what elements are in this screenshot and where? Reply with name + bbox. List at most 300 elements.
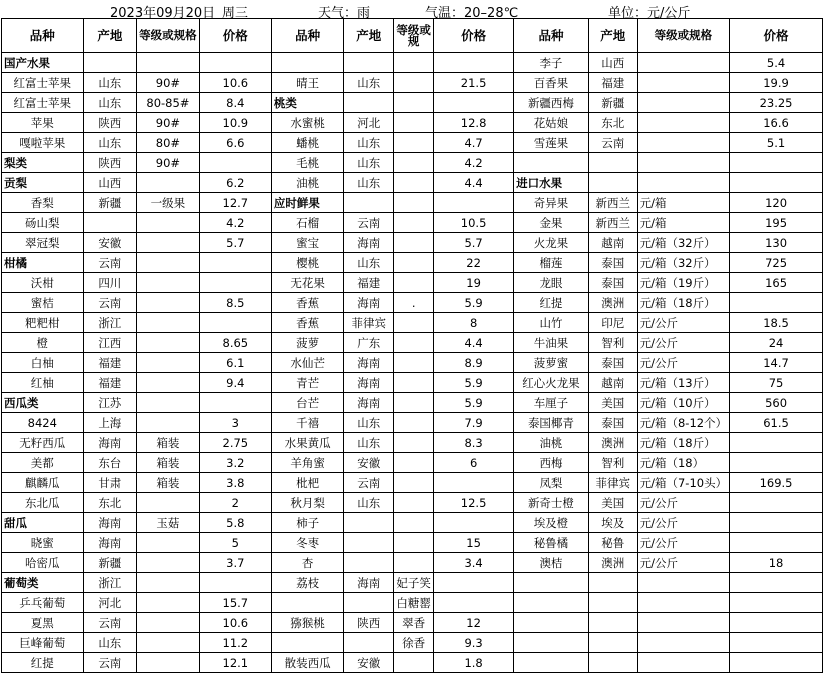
table-cell: 香梨 <box>2 193 84 213</box>
table-cell: 山东 <box>344 173 394 193</box>
table-cell: 妃子笑 <box>394 573 434 593</box>
table-cell <box>137 313 200 333</box>
table-cell: 雪莲果 <box>514 133 589 153</box>
table-cell <box>137 393 200 413</box>
table-cell <box>394 493 434 513</box>
table-cell <box>137 53 200 73</box>
table-cell: 61.5 <box>730 413 823 433</box>
table-cell: 75 <box>730 373 823 393</box>
table-cell: 4.4 <box>434 333 514 353</box>
table-cell <box>588 173 637 193</box>
table-cell: 海南 <box>344 373 394 393</box>
table-cell: 葡萄类 <box>2 573 84 593</box>
table-cell <box>514 153 589 173</box>
table-cell: 7.9 <box>434 413 514 433</box>
table-cell: 元/箱 <box>637 213 729 233</box>
table-cell: 4.2 <box>434 153 514 173</box>
table-row <box>2 613 823 633</box>
table-cell: 印尼 <box>588 313 637 333</box>
table-cell: 菲律宾 <box>588 473 637 493</box>
table-cell <box>730 593 823 613</box>
table-cell: 美都 <box>2 453 84 473</box>
table-cell: 90# <box>137 113 200 133</box>
table-cell: 台芒 <box>271 393 344 413</box>
temperature-text: 气温：20–28℃ <box>425 6 519 21</box>
table-cell: 元/箱（8-12个） <box>637 413 729 433</box>
table-cell: 元/公斤 <box>637 353 729 373</box>
table-cell: 5.9 <box>434 293 514 313</box>
table-cell <box>394 653 434 673</box>
table-cell: 越南 <box>588 373 637 393</box>
table-cell <box>394 273 434 293</box>
table-cell: 2.75 <box>199 433 271 453</box>
table-cell: 12 <box>434 613 514 633</box>
table-cell: 东北 <box>83 493 136 513</box>
table-cell: 西瓜类 <box>2 393 84 413</box>
sheet-header <box>0 0 823 21</box>
table-cell <box>730 613 823 633</box>
column-header: 产地 <box>588 19 637 53</box>
table-cell: 元/箱（18） <box>637 453 729 473</box>
table-cell: 红柚 <box>2 373 84 393</box>
table-cell: 安徽 <box>344 453 394 473</box>
table-cell: 元/公斤 <box>637 553 729 573</box>
table-cell: 元/箱 <box>637 193 729 213</box>
table-cell: 泰国椰青 <box>514 413 589 433</box>
table-cell: 越南 <box>588 233 637 253</box>
table-cell: 8424 <box>2 413 84 433</box>
table-cell: 130 <box>730 233 823 253</box>
table-cell <box>394 533 434 553</box>
table-cell: 山东 <box>344 73 394 93</box>
table-cell: 山竹 <box>514 313 589 333</box>
table-cell <box>137 573 200 593</box>
table-cell <box>637 573 729 593</box>
table-cell: 12.1 <box>199 653 271 673</box>
table-cell <box>394 233 434 253</box>
table-cell: 120 <box>730 193 823 213</box>
table-cell: 荔枝 <box>271 573 344 593</box>
table-cell: 橙 <box>2 333 84 353</box>
table-cell: 智利 <box>588 333 637 353</box>
table-cell: 10.5 <box>434 213 514 233</box>
table-cell: 青芒 <box>271 373 344 393</box>
table-cell: 水仙芒 <box>271 353 344 373</box>
table-cell: 石榴 <box>271 213 344 233</box>
table-cell: 10.6 <box>199 613 271 633</box>
table-cell: 90# <box>137 153 200 173</box>
table-cell <box>137 333 200 353</box>
table-cell <box>137 213 200 233</box>
table-cell: 19.9 <box>730 73 823 93</box>
table-cell: 元/公斤 <box>637 333 729 353</box>
table-row <box>2 653 823 673</box>
table-cell: 元/箱（19斤） <box>637 273 729 293</box>
table-cell: 龙眼 <box>514 273 589 293</box>
column-header: 品种 <box>514 19 589 53</box>
table-cell <box>637 73 729 93</box>
table-cell: 新疆 <box>83 193 136 213</box>
table-cell: 18.5 <box>730 313 823 333</box>
table-cell: 翠冠梨 <box>2 233 84 253</box>
table-row <box>2 73 823 93</box>
table-cell <box>637 613 729 633</box>
table-cell: 5.7 <box>434 233 514 253</box>
table-cell: 12.7 <box>199 193 271 213</box>
table-cell: 猕猴桃 <box>271 613 344 633</box>
table-cell <box>514 633 589 653</box>
table-cell: 10.9 <box>199 113 271 133</box>
date-text: 2023年09月20日 <box>110 6 216 21</box>
table-cell: 泰国 <box>588 413 637 433</box>
table-cell <box>344 533 394 553</box>
table-cell: 新疆西梅 <box>514 93 589 113</box>
table-cell: 山东 <box>83 73 136 93</box>
table-cell <box>394 53 434 73</box>
table-cell: 4.7 <box>434 133 514 153</box>
table-cell <box>434 193 514 213</box>
table-cell: 元/公斤 <box>637 513 729 533</box>
table-cell: 元/箱（18斤） <box>637 433 729 453</box>
table-cell: 翠香 <box>394 613 434 633</box>
table-row <box>2 593 823 613</box>
table-cell: 海南 <box>344 393 394 413</box>
table-cell: 西梅 <box>514 453 589 473</box>
table-cell <box>730 513 823 533</box>
table-cell <box>394 193 434 213</box>
table-cell: 砀山梨 <box>2 213 84 233</box>
table-cell <box>83 213 136 233</box>
table-cell <box>730 633 823 653</box>
table-row <box>2 133 823 153</box>
table-cell: 海南 <box>344 233 394 253</box>
table-cell: 山东 <box>83 133 136 153</box>
table-cell: 3.7 <box>199 553 271 573</box>
table-row <box>2 493 823 513</box>
weekday-text: 周三 <box>222 6 249 21</box>
table-cell: 6.1 <box>199 353 271 373</box>
table-row <box>2 373 823 393</box>
table-cell <box>199 573 271 593</box>
header-row <box>2 19 823 53</box>
table-cell: 玉菇 <box>137 513 200 533</box>
table-cell: 箱装 <box>137 473 200 493</box>
table-cell <box>137 253 200 273</box>
table-cell: 8.3 <box>434 433 514 453</box>
table-cell: 秋月梨 <box>271 493 344 513</box>
table-cell <box>730 533 823 553</box>
table-cell: 一级果 <box>137 193 200 213</box>
table-cell: 油桃 <box>271 173 344 193</box>
table-cell: 安徽 <box>83 233 136 253</box>
table-cell <box>637 153 729 173</box>
table-row <box>2 453 823 473</box>
table-cell <box>514 653 589 673</box>
table-cell: 云南 <box>83 253 136 273</box>
table-cell: 195 <box>730 213 823 233</box>
table-cell <box>394 553 434 573</box>
table-cell: 80# <box>137 133 200 153</box>
table-cell <box>730 293 823 313</box>
column-header: 产地 <box>83 19 136 53</box>
table-cell <box>394 373 434 393</box>
table-cell <box>637 633 729 653</box>
table-cell: 羊角蜜 <box>271 453 344 473</box>
table-cell: 夏黑 <box>2 613 84 633</box>
table-cell: 9.4 <box>199 373 271 393</box>
table-cell <box>637 53 729 73</box>
table-cell <box>588 653 637 673</box>
table-cell: 山东 <box>344 433 394 453</box>
table-row <box>2 513 823 533</box>
table-cell: 毛桃 <box>271 153 344 173</box>
table-cell: 牛油果 <box>514 333 589 353</box>
table-cell: 9.3 <box>434 633 514 653</box>
table-cell <box>514 593 589 613</box>
table-cell: 晴王 <box>271 73 344 93</box>
table-cell <box>637 93 729 113</box>
table-cell: 3.4 <box>434 553 514 573</box>
table-cell: 725 <box>730 253 823 273</box>
table-cell: 桃类 <box>271 93 344 113</box>
table-row <box>2 293 823 313</box>
table-cell: 浙江 <box>83 313 136 333</box>
table-cell: 元/箱（10斤） <box>637 393 729 413</box>
table-cell: 19 <box>434 273 514 293</box>
table-cell <box>137 593 200 613</box>
table-cell: 山东 <box>83 93 136 113</box>
table-cell: 陕西 <box>344 613 394 633</box>
table-cell: 应时鲜果 <box>271 193 344 213</box>
table-row <box>2 233 823 253</box>
table-cell: 散装西瓜 <box>271 653 344 673</box>
table-cell: 山西 <box>588 53 637 73</box>
table-cell: 5 <box>199 533 271 553</box>
table-cell: 5.7 <box>199 233 271 253</box>
table-cell: 陕西 <box>83 113 136 133</box>
table-cell: 花姑娘 <box>514 113 589 133</box>
table-cell <box>394 93 434 113</box>
table-row <box>2 93 823 113</box>
table-cell <box>271 593 344 613</box>
table-cell: 柑橘 <box>2 253 84 273</box>
table-row <box>2 193 823 213</box>
table-cell: 红富士苹果 <box>2 93 84 113</box>
table-cell: 国产水果 <box>2 53 84 73</box>
table-cell: 杏 <box>271 553 344 573</box>
table-cell <box>637 113 729 133</box>
table-cell <box>730 173 823 193</box>
table-row <box>2 393 823 413</box>
table-cell: 巨峰葡萄 <box>2 633 84 653</box>
table-row <box>2 433 823 453</box>
table-cell: 上海 <box>83 413 136 433</box>
table-cell <box>344 93 394 113</box>
table-cell: 金果 <box>514 213 589 233</box>
table-cell: 无籽西瓜 <box>2 433 84 453</box>
table-cell: 榴莲 <box>514 253 589 273</box>
table-cell: 河北 <box>344 113 394 133</box>
table-cell <box>137 373 200 393</box>
table-cell <box>83 53 136 73</box>
table-cell <box>344 593 394 613</box>
table-cell: 白柚 <box>2 353 84 373</box>
table-cell <box>137 273 200 293</box>
table-cell: 油桃 <box>514 433 589 453</box>
table-cell: 秘鲁 <box>588 533 637 553</box>
table-cell: 云南 <box>83 653 136 673</box>
table-cell: 新西兰 <box>588 213 637 233</box>
table-cell: 樱桃 <box>271 253 344 273</box>
table-cell <box>394 153 434 173</box>
table-cell: 8.5 <box>199 293 271 313</box>
table-cell: 云南 <box>344 473 394 493</box>
table-cell <box>588 573 637 593</box>
table-cell: 晓蜜 <box>2 533 84 553</box>
table-cell: 红心火龙果 <box>514 373 589 393</box>
table-cell: 海南 <box>344 293 394 313</box>
table-cell: 10.6 <box>199 73 271 93</box>
table-cell <box>730 433 823 453</box>
table-cell <box>271 53 344 73</box>
table-cell: 80-85# <box>137 93 200 113</box>
table-cell: 红提 <box>2 653 84 673</box>
table-cell: 福建 <box>83 353 136 373</box>
table-cell: 澳洲 <box>588 553 637 573</box>
table-cell: 165 <box>730 273 823 293</box>
column-header: 等级或规 <box>394 19 434 53</box>
table-cell: 嘎啦苹果 <box>2 133 84 153</box>
table-cell: 四川 <box>83 273 136 293</box>
table-row <box>2 213 823 233</box>
table-cell: 8 <box>434 313 514 333</box>
table-cell: 山东 <box>344 253 394 273</box>
table-cell: 美国 <box>588 493 637 513</box>
table-cell: 90# <box>137 73 200 93</box>
table-cell: 江西 <box>83 333 136 353</box>
table-cell <box>344 553 394 573</box>
table-cell <box>434 93 514 113</box>
table-cell: 16.6 <box>730 113 823 133</box>
table-cell: 箱装 <box>137 453 200 473</box>
table-row <box>2 153 823 173</box>
table-cell: 东北 <box>588 113 637 133</box>
table-cell <box>434 593 514 613</box>
table-cell: 红提 <box>514 293 589 313</box>
table-cell <box>730 653 823 673</box>
table-cell: 15 <box>434 533 514 553</box>
table-cell: 元/箱（18斤） <box>637 293 729 313</box>
column-header: 产地 <box>344 19 394 53</box>
table-cell <box>394 253 434 273</box>
table-cell: 泰国 <box>588 253 637 273</box>
table-cell: 21.5 <box>434 73 514 93</box>
table-cell <box>394 353 434 373</box>
table-cell: 苹果 <box>2 113 84 133</box>
table-cell <box>514 613 589 633</box>
table-cell <box>344 193 394 213</box>
column-header: 等级或规格 <box>137 19 200 53</box>
table-cell: 水果黄瓜 <box>271 433 344 453</box>
table-cell <box>394 513 434 533</box>
table-cell: 菠萝蜜 <box>514 353 589 373</box>
table-cell: 秘鲁橘 <box>514 533 589 553</box>
table-cell: 23.25 <box>730 93 823 113</box>
table-cell: 广东 <box>344 333 394 353</box>
table-cell: 沃柑 <box>2 273 84 293</box>
table-cell: 海南 <box>83 433 136 453</box>
table-cell <box>271 633 344 653</box>
table-cell <box>137 293 200 313</box>
table-cell: 云南 <box>588 133 637 153</box>
table-cell <box>394 413 434 433</box>
table-cell: 元/箱（13斤） <box>637 373 729 393</box>
table-cell: 山西 <box>83 173 136 193</box>
table-cell <box>730 573 823 593</box>
table-cell <box>730 453 823 473</box>
table-cell: 进口水果 <box>514 173 589 193</box>
table-cell <box>344 633 394 653</box>
table-cell <box>588 593 637 613</box>
table-cell <box>199 313 271 333</box>
table-cell <box>199 53 271 73</box>
table-cell: 百香果 <box>514 73 589 93</box>
table-row <box>2 573 823 593</box>
table-cell: 埃及 <box>588 513 637 533</box>
table-cell: 蜜桔 <box>2 293 84 313</box>
table-cell: 5.4 <box>730 53 823 73</box>
table-cell: 元/箱（7-10头） <box>637 473 729 493</box>
table-cell <box>730 153 823 173</box>
table-cell: 元/公斤 <box>637 493 729 513</box>
table-row <box>2 533 823 553</box>
table-cell: 麒麟瓜 <box>2 473 84 493</box>
table-cell: 甜瓜 <box>2 513 84 533</box>
table-cell: 18 <box>730 553 823 573</box>
table-cell: 2 <box>199 493 271 513</box>
table-cell <box>394 453 434 473</box>
table-cell: 山东 <box>344 493 394 513</box>
column-header: 价格 <box>199 19 271 53</box>
table-row <box>2 173 823 193</box>
table-cell <box>199 253 271 273</box>
column-header: 价格 <box>434 19 514 53</box>
table-cell <box>344 53 394 73</box>
table-cell: 水蜜桃 <box>271 113 344 133</box>
table-cell: 22 <box>434 253 514 273</box>
table-cell <box>394 393 434 413</box>
table-cell: 智利 <box>588 453 637 473</box>
table-cell: 箱装 <box>137 433 200 453</box>
table-row <box>2 53 823 73</box>
table-cell <box>434 513 514 533</box>
table-cell: 哈密瓜 <box>2 553 84 573</box>
table-cell: 澳洲 <box>588 293 637 313</box>
table-cell: 柿子 <box>271 513 344 533</box>
table-cell: 东北瓜 <box>2 493 84 513</box>
table-cell: 福建 <box>588 73 637 93</box>
table-cell: 6 <box>434 453 514 473</box>
table-cell <box>137 413 200 433</box>
column-header: 价格 <box>730 19 823 53</box>
table-cell: 山东 <box>344 413 394 433</box>
table-cell: 冬枣 <box>271 533 344 553</box>
table-row <box>2 273 823 293</box>
table-cell: 新疆 <box>83 553 136 573</box>
table-cell <box>394 333 434 353</box>
table-cell: 海南 <box>83 533 136 553</box>
table-cell: 5.1 <box>730 133 823 153</box>
